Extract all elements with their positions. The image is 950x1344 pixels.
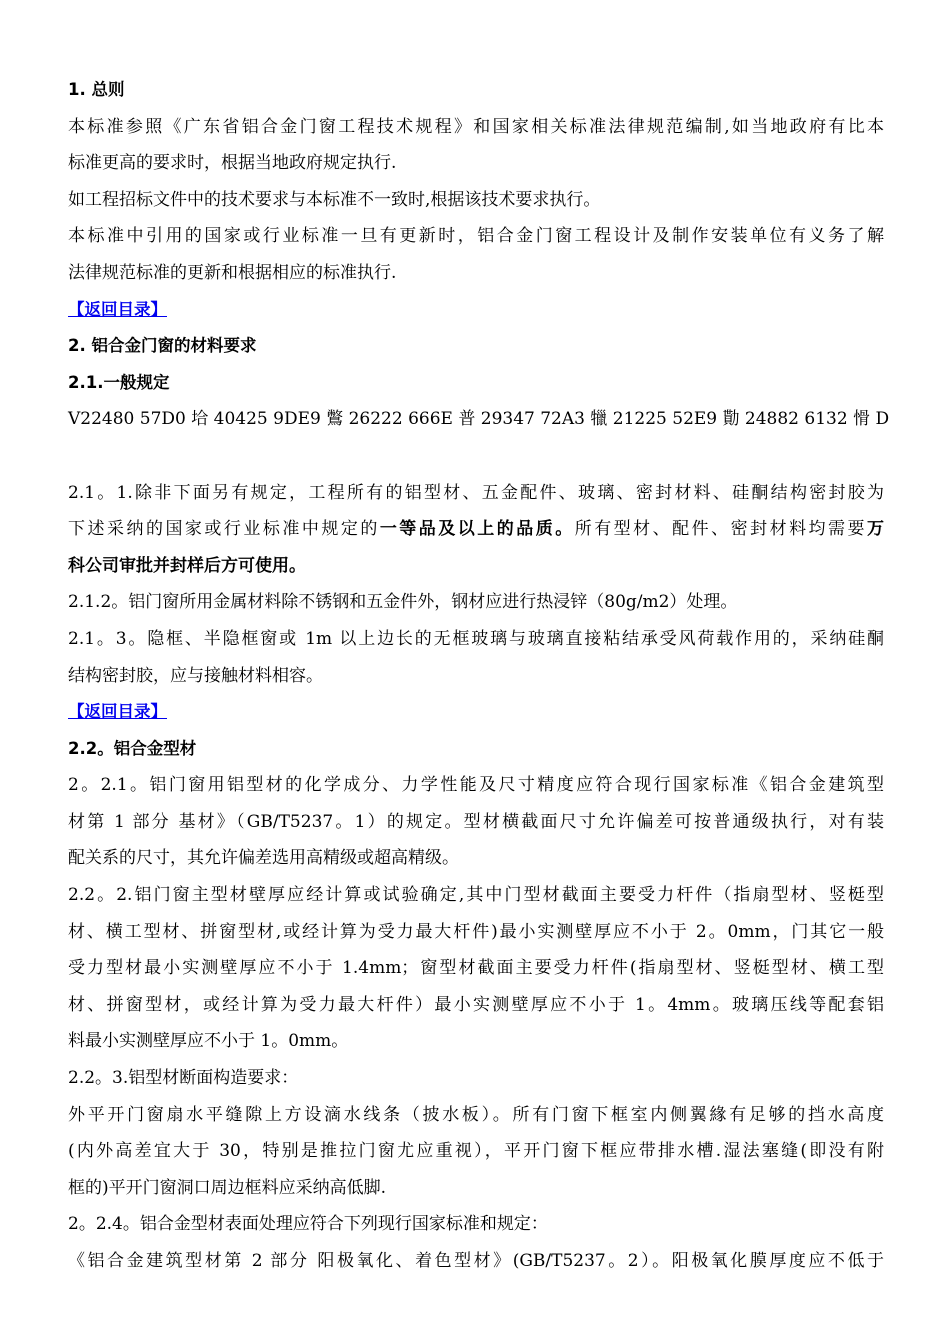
paragraph-line: 材第 1 部分 基材》（GB/T5237。1）的规定。型材横截面尺寸允许偏差可按普通级执行，对有装 <box>68 811 884 832</box>
paragraph-line: 本标准参照《广东省铝合金门窗工程技术规程》和国家相关标准法律规范编制,如当地政府有比本 <box>68 116 884 137</box>
bold-text-run: 万 <box>867 519 885 540</box>
text-run: 所有型材、配件、密封材料均需要 <box>574 519 868 540</box>
paragraph-line: 外平开门窗扇水平缝隙上方设滴水线条（披水板）。所有门窗下框室内侧翼緣有足够的挡水高度 <box>68 1104 884 1125</box>
paragraph-line: 2.1。1.除非下面另有规定，工程所有的铝型材、五金配件、玻璃、密封材料、硅酮结构密封胶为 <box>68 482 884 503</box>
text-run: 下述采纳的国家或行业标准中规定的 <box>68 519 380 540</box>
paragraph-line: 2。2.4。铝合金型材表面处理应符合下列现行国家标准和规定： <box>68 1214 548 1235</box>
paragraph-line: 结构密封胶，应与接触材料相容。 <box>68 665 323 686</box>
section-1-heading: 1. 总则 <box>68 80 125 99</box>
paragraph-line: 如工程招标文件中的技术要求与本标准不一致时,根据该技术要求执行。 <box>68 189 601 210</box>
paragraph-line: 框的)平开门窗洞口周边框料应采纳高低脚. <box>68 1177 387 1198</box>
section-2-2-heading: 2.2。铝合金型材 <box>68 738 197 758</box>
code-line: V22480 57D0 垥 40425 9DE9 鷩 26222 666E 普 29347 72A3 犣 21225 52E9 勩 24882 6132 愲 D <box>68 409 890 430</box>
paragraph-line: 2.1.2。铝门窗所用金属材料除不锈钢和五金件外，钢材应进行热浸锌（80g/m2）处理。 <box>68 592 738 613</box>
paragraph-line: 配关系的尺寸，其允许偏差选用高精级或超高精级。 <box>68 848 459 869</box>
paragraph-line: 本标准中引用的国家或行业标准一旦有更新时，铝合金门窗工程设计及制作安装单位有义务了解 <box>68 226 884 247</box>
paragraph-line: 2。2.1。铝门窗用铝型材的化学成分、力学性能及尺寸精度应符合现行国家标准《铝合金建筑型 <box>68 775 884 796</box>
paragraph-line: 受力型材最小实测壁厚应不小于 1.4mm；窗型材截面主要受力杆件(指扇型材、竖梃型材、横工型 <box>68 958 884 979</box>
blank-line <box>68 438 884 475</box>
paragraph-line: 2.2。2.铝门窗主型材壁厚应经计算或试验确定,其中门型材截面主要受力杆件（指扇型材、竖梃型 <box>68 885 884 906</box>
bold-paragraph-line: 科公司审批并封样后方可使用。 <box>68 555 306 576</box>
paragraph-line: 《铝合金建筑型材第 2 部分 阳极氧化、着色型材》(GB/T5237。2）。阳极氧化膜厚度应不低于 <box>68 1251 884 1271</box>
section-2-1-heading: 2.1.一般规定 <box>68 372 170 392</box>
bold-text-run: 一等品及以上的品质。 <box>379 519 575 540</box>
section-2-heading: 2. 铝合金门窗的材料要求 <box>68 336 257 356</box>
paragraph-line: (内外高差宜大于 30，特别是推拉门窗尤应重视），平开门窗下框应带排水槽.湿法塞缝(即没有附 <box>68 1141 884 1162</box>
back-to-toc-link[interactable]: 【返回目录】 <box>68 702 167 722</box>
document-page <box>68 72 890 1280</box>
paragraph-line: 料最小实测壁厚应不小于 1。0mm。 <box>68 1031 349 1052</box>
paragraph-line: 材、拼窗型材，或经计算为受力最大杆件）最小实测壁厚应不小于 1。4mm。玻璃压线等配套铝 <box>68 994 884 1015</box>
paragraph-line: 标准更高的要求时，根据当地政府规定执行. <box>68 153 397 174</box>
back-to-toc-link[interactable]: 【返回目录】 <box>68 299 167 319</box>
paragraph-line <box>68 511 884 548</box>
paragraph-line: 2.2。3.铝型材断面构造要求： <box>68 1068 299 1089</box>
paragraph-line: 法律规范标准的更新和根据相应的标准执行. <box>68 262 397 283</box>
paragraph-line: 材、横工型材、拼窗型材,或经计算为受力最大杆件)最小实测壁厚应不小于 2。0mm，门其它一般 <box>68 921 884 942</box>
paragraph-line: 2.1。3。隐框、半隐框窗或 1m 以上边长的无框玻璃与玻璃直接粘结承受风荷载作用的，采纳硅酮 <box>68 628 884 649</box>
